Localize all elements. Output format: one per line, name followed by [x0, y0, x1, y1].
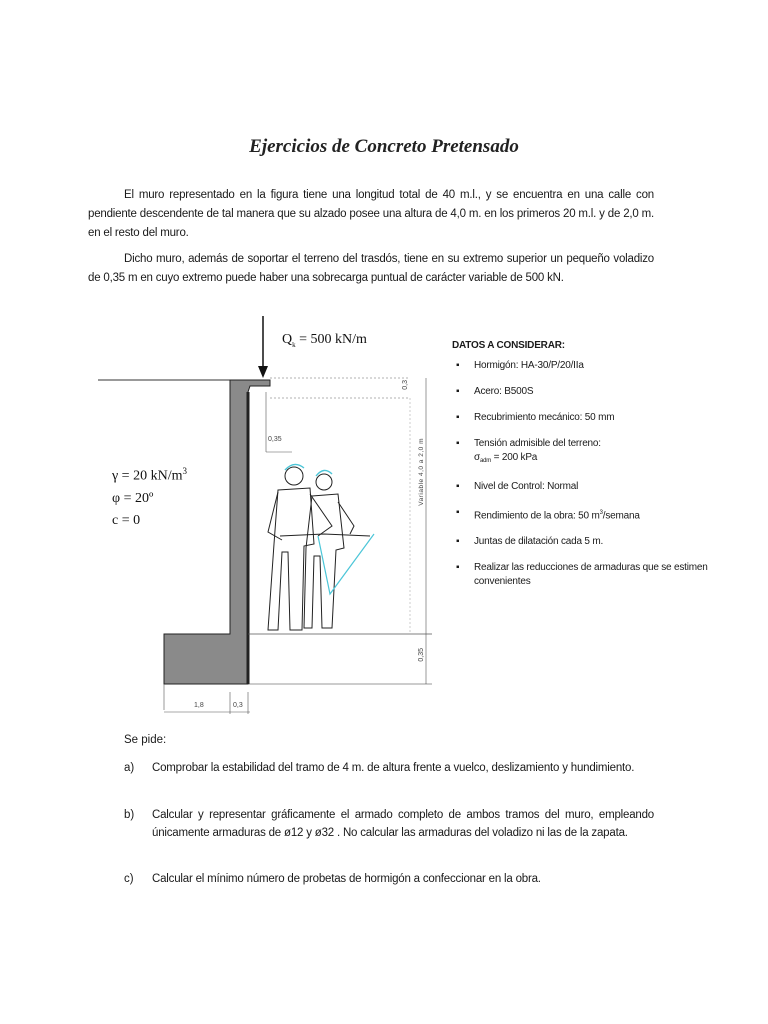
- list-item: [452, 411, 712, 425]
- intro-paragraph: [88, 186, 654, 243]
- list-item: [452, 480, 712, 494]
- page-title: Ejercicios de Concreto Pretensado: [249, 136, 519, 157]
- data-reductions: Realizar las reducciones de armaduras que se estimen convenientes: [474, 562, 708, 588]
- list-item: [452, 535, 712, 549]
- data-concrete: Hormigón: HA-30/P/20/IIa: [474, 360, 584, 371]
- bullet-icon: ▪: [456, 562, 460, 574]
- question-b: [124, 806, 654, 842]
- question-b-text: Calcular y representar gráficamente el armado completo de ambos tramos del muro, empleando únicamente armaduras de ø12 y ø32 . No calcular las armaduras del voladizo ni las de la zapata.: [152, 809, 654, 839]
- yield-exponent: 3: [599, 510, 603, 516]
- intro-paragraph-text: El muro representado en la figura tiene una longitud total de 40 m.l., y se encuentra en una calle con pendiente descendente de tal manera que su alzado posee una altura de 4,0 m. en los primeros 20 m.l. y de 2,0 m. en el resto del muro.: [88, 189, 654, 239]
- data-title: DATOS A CONSIDERAR:: [452, 340, 565, 351]
- sigma-value: = 200 kPa: [491, 452, 538, 463]
- bullet-icon: ▪: [456, 360, 460, 371]
- sigma-subscript: adm: [479, 458, 492, 464]
- dim-heel: 1,8: [194, 702, 204, 709]
- tasks-heading: Se pide:: [124, 734, 167, 746]
- question-b-letter: b): [124, 809, 135, 821]
- data-yield: Rendimiento de la obra: 50 m: [474, 510, 600, 522]
- dim-voladizo: 0,35: [268, 436, 282, 443]
- list-item: [452, 385, 712, 399]
- gamma-exponent: 3: [182, 466, 187, 476]
- list-item: [452, 561, 712, 589]
- question-a: [124, 759, 654, 777]
- dim-wall: 0,3: [233, 702, 243, 709]
- sigma-symbol: σ: [474, 452, 480, 463]
- dim-height: Variable 4,0 a 2,0 m: [418, 438, 425, 506]
- question-a-letter: a): [124, 762, 135, 774]
- bullet-icon: ▪: [456, 536, 460, 548]
- soil-phi: φ = 20º: [112, 490, 154, 506]
- data-yield-unit: /semana: [602, 510, 640, 522]
- question-c-letter: c): [124, 873, 134, 885]
- load-label: [282, 332, 367, 349]
- soil-parameters: [112, 460, 187, 532]
- question-a-text: Comprobar la estabilidad del tramo de 4 m. de altura frente a vuelco, deslizamiento y hundimiento.: [152, 762, 635, 774]
- bullet-icon: ▪: [456, 438, 460, 449]
- data-soil-stress: Tensión admisible del terreno:: [474, 438, 601, 449]
- load-symbol: Q: [282, 332, 293, 347]
- data-joints: Juntas de dilatación cada 5 m.: [474, 536, 604, 548]
- soil-gamma: [112, 460, 187, 488]
- load-arrowhead: [258, 366, 268, 378]
- engineers-illustration: [268, 464, 374, 630]
- list-item: [452, 437, 712, 468]
- load-subscript: k: [292, 340, 296, 349]
- load-value: = 500 kN/m: [295, 332, 367, 347]
- data-soil-stress-value: [474, 451, 712, 468]
- data-control-level: Nivel de Control: Normal: [474, 481, 579, 492]
- soil-cohesion: c = 0: [112, 512, 141, 528]
- dim-top: 0,3: [402, 380, 409, 390]
- list-item: [452, 359, 712, 373]
- bullet-icon: ▪: [456, 481, 460, 492]
- gamma-text: γ = 20 kN/m: [112, 468, 183, 484]
- bullet-icon: ▪: [456, 386, 460, 397]
- bullet-icon: ▪: [456, 412, 460, 423]
- data-steel: Acero: B500S: [474, 386, 534, 397]
- data-list: [452, 359, 712, 589]
- data-cover: Recubrimiento mecánico: 50 mm: [474, 412, 615, 423]
- data-to-consider: [452, 340, 712, 601]
- retaining-wall-figure: [92, 312, 442, 722]
- wall-section: [164, 380, 270, 684]
- overhang-paragraph-text: Dicho muro, además de soportar el terreno del trasdós, tiene en su extremo superior un pequeño voladizo de 0,35 m en cuyo extremo puede haber una sobrecarga puntual de carácter variable de 500 kN.: [88, 253, 654, 284]
- overhang-paragraph: [88, 250, 654, 288]
- bullet-icon: ▪: [456, 507, 460, 518]
- dim-base: 0,35: [418, 648, 425, 662]
- question-c-text: Calcular el mínimo número de probetas de hormigón a confeccionar en la obra.: [152, 873, 541, 885]
- list-item: [452, 506, 712, 523]
- question-c: [124, 870, 654, 888]
